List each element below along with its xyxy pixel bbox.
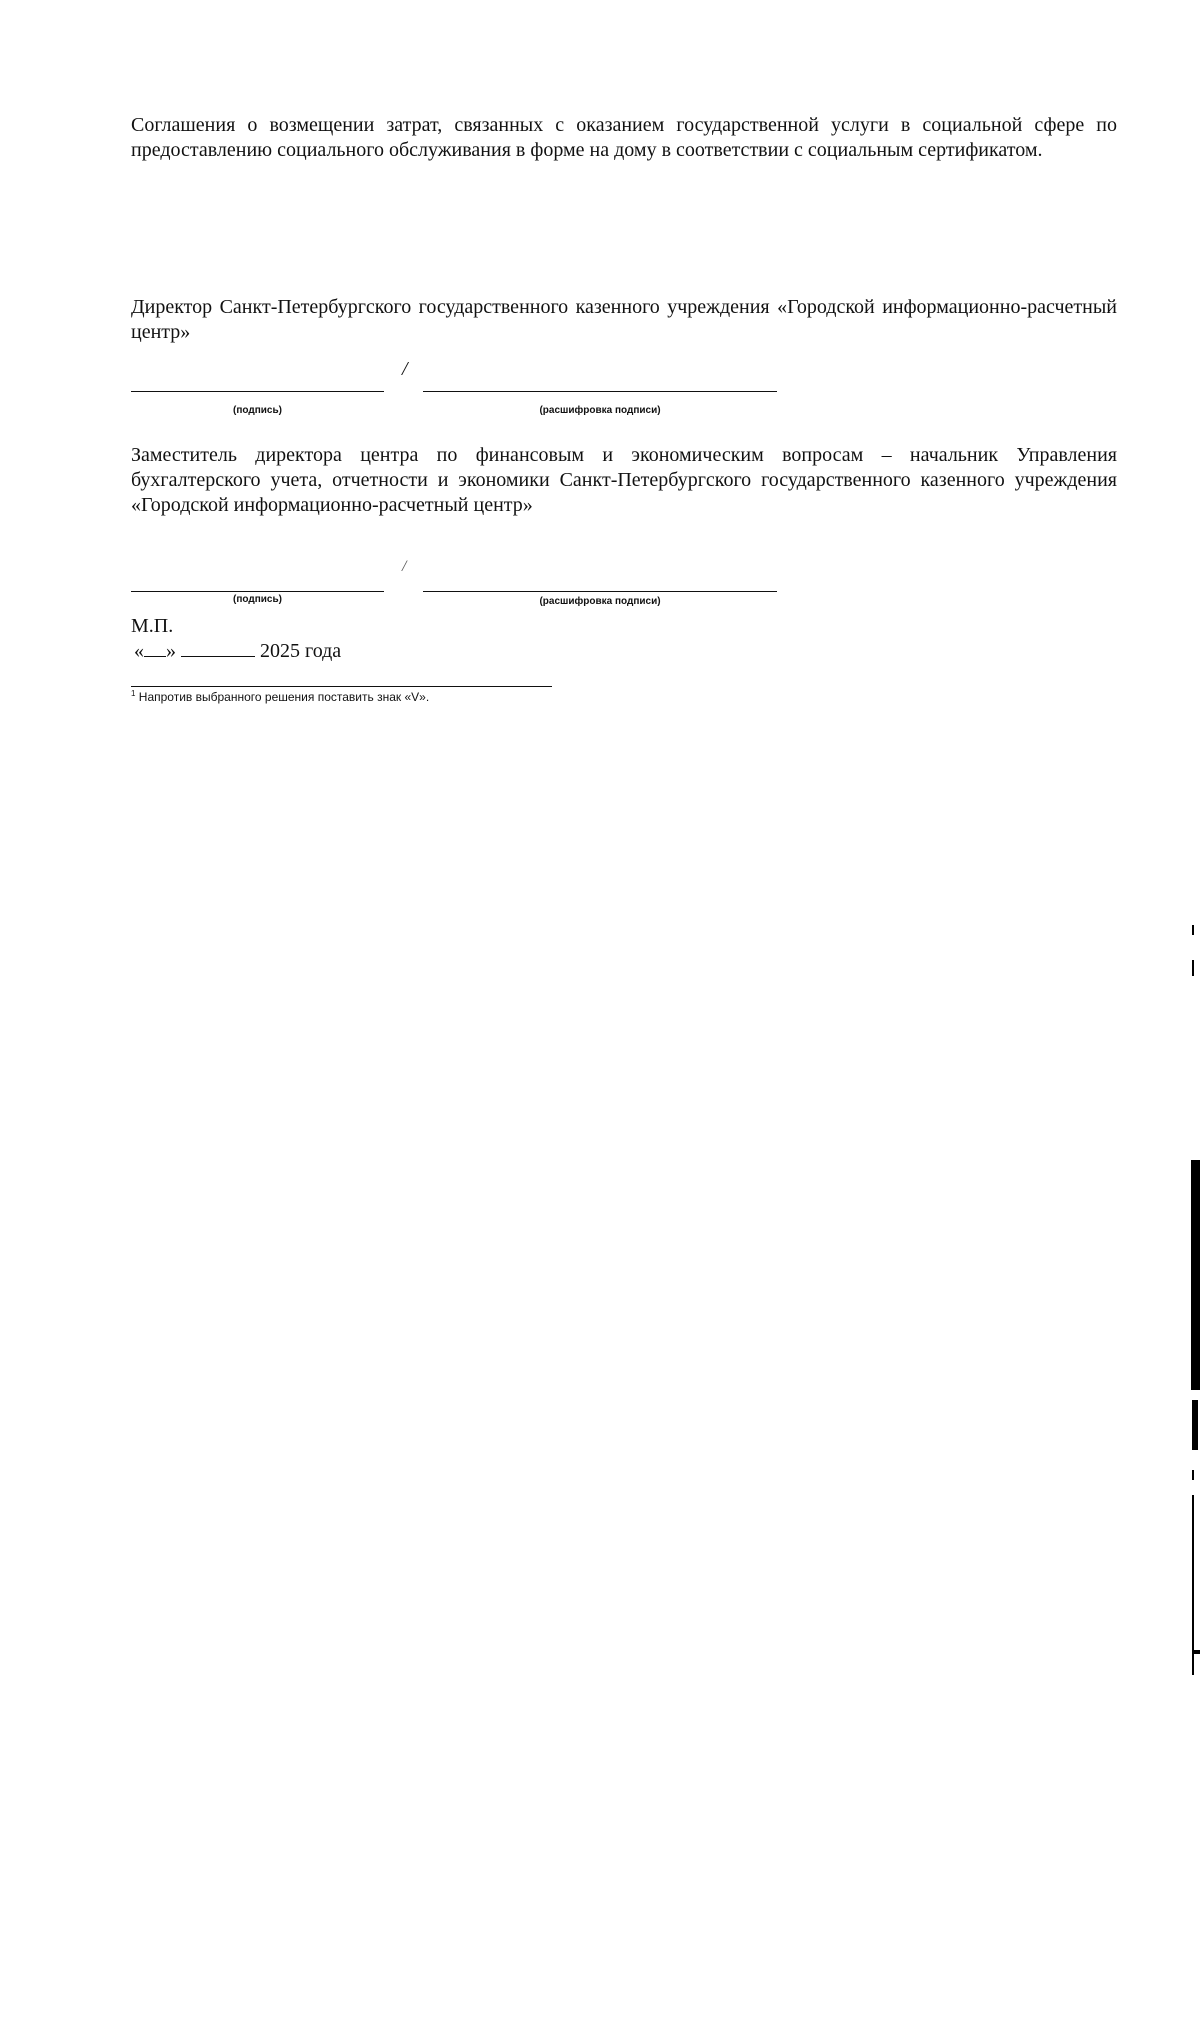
scan-artifact [1192, 1470, 1194, 1480]
day-blank [144, 640, 166, 657]
deputy-signature-caption: (подпись) [233, 594, 282, 605]
date-open-quote: « [134, 640, 144, 662]
scan-artifact [1192, 960, 1194, 976]
director-signature-separator: / [402, 358, 408, 380]
date-year: 2025 года [260, 640, 342, 662]
scan-artifact [1192, 925, 1194, 935]
date-line [134, 639, 341, 663]
deputy-decoding-line [423, 591, 777, 592]
director-decoding-line [423, 391, 777, 392]
scan-artifact [1192, 1400, 1198, 1450]
date-close-quote: » [166, 640, 176, 662]
director-signature-line [131, 391, 384, 392]
footnote-rule [131, 686, 552, 687]
deputy-signature-line [131, 591, 384, 592]
scan-artifact [1194, 1650, 1200, 1654]
footnote-text: Напротив выбранного решения поставить знак «V». [138, 690, 430, 704]
director-title: Директор Санкт-Петербургского государственного казенного учреждения «Городской информационно-расчетный центр» [131, 296, 1117, 343]
footnote [131, 690, 429, 704]
deputy-signature-separator: / [402, 558, 407, 575]
month-blank [181, 640, 255, 657]
stamp-placeholder: М.П. [131, 615, 174, 637]
deputy-decoding-caption: (расшифровка подписи) [539, 596, 661, 607]
director-signature-caption: (подпись) [233, 405, 282, 416]
footnote-marker: 1 [131, 689, 136, 698]
agreement-paragraph: Соглашения о возмещении затрат, связанных с оказанием государственной услуги в социальной сфере по предоставлению социального обслуживания в форме на дому в соответствии с социальным сертификатом. [131, 114, 1117, 161]
scan-artifact [1192, 1495, 1194, 1675]
deputy-title: Заместитель директора центра по финансовым и экономическим вопросам – начальник Управления бухгалтерского учета, отчетности и экономики Санкт-Петербургского государственного казенного учреждения «Городской информационно-расчетный центр» [131, 444, 1117, 516]
scan-artifact [1191, 1160, 1200, 1390]
director-decoding-caption: (расшифровка подписи) [539, 405, 661, 416]
